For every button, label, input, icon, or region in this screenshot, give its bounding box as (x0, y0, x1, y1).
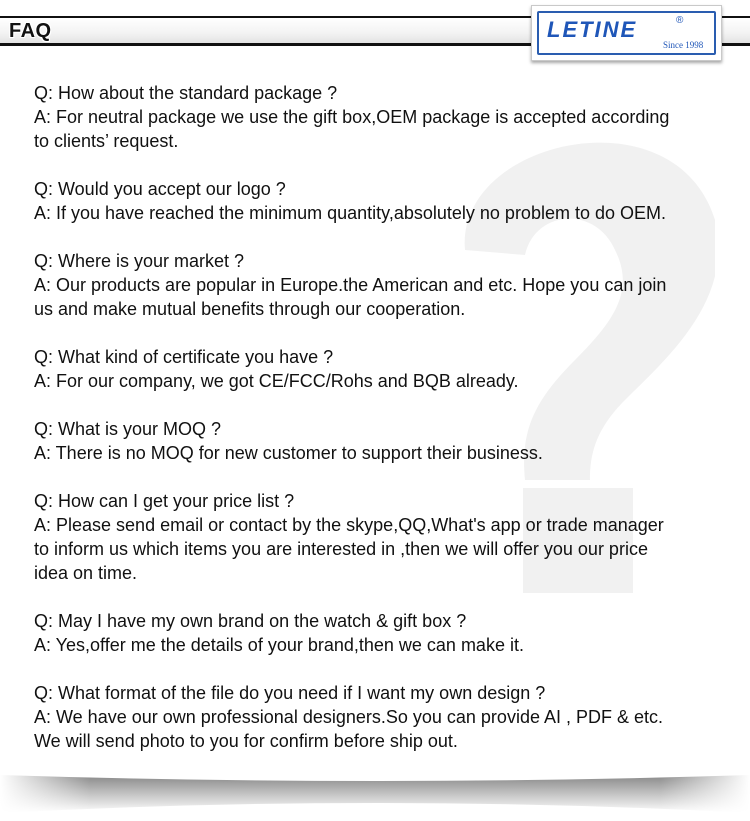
faq-item (34, 489, 724, 585)
header (0, 0, 750, 70)
logo-since-text: Since 1998 (663, 40, 704, 50)
faq-question: Q: May I have my own brand on the watch & gift box ? (34, 611, 467, 631)
faq-answer: A: For our company, we got CE/FCC/Rohs and BQB already. (34, 371, 519, 391)
faq-question: Q: What kind of certificate you have ? (34, 347, 334, 367)
logo-frame (537, 11, 716, 55)
faq-answer: A: Please send email or contact by the skype,QQ,What's app or trade manager to inform us which items you are interested in ,then we will offer you our price idea on time. (34, 515, 664, 583)
faq-answer: A: There is no MOQ for new customer to support their business. (34, 443, 543, 463)
shadow-fade (0, 773, 750, 821)
faq-item (34, 81, 724, 153)
faq-item (34, 417, 724, 465)
faq-item (34, 681, 724, 753)
faq-answer: A: For neutral package we use the gift box,OEM package is accepted according to clients’ request. (34, 107, 670, 151)
faq-item (34, 177, 724, 225)
faq-question: Q: Where is your market ? (34, 251, 245, 271)
faq-item (34, 249, 724, 321)
faq-item (34, 345, 724, 393)
faq-heading: FAQ (9, 20, 52, 42)
faq-question: Q: What is your MOQ ? (34, 419, 222, 439)
faq-question: Q: How can I get your price list ? (34, 491, 295, 511)
faq-question: Q: What format of the file do you need if I want my own design ? (34, 683, 546, 703)
faq-question: Q: How about the standard package ? (34, 83, 338, 103)
logo-registered-mark: ® (676, 15, 684, 26)
faq-answer: A: Yes,offer me the details of your brand,then we can make it. (34, 635, 524, 655)
bottom-shadow (0, 773, 750, 821)
faq-answer: A: If you have reached the minimum quantity,absolutely no problem to do OEM. (34, 203, 666, 223)
faq-question: Q: Would you accept our logo ? (34, 179, 286, 199)
faq-answer: A: We have our own professional designers.So you can provide AI , PDF & etc. We will send photo to you for confirm before ship out. (34, 707, 663, 751)
faq-answer: A: Our products are popular in Europe.the American and etc. Hope you can join us and make mutual benefits through our cooperation. (34, 275, 667, 319)
faq-list (34, 81, 724, 777)
faq-item (34, 609, 724, 657)
logo-brand-text: LETINE (547, 17, 638, 42)
brand-logo (531, 5, 722, 61)
